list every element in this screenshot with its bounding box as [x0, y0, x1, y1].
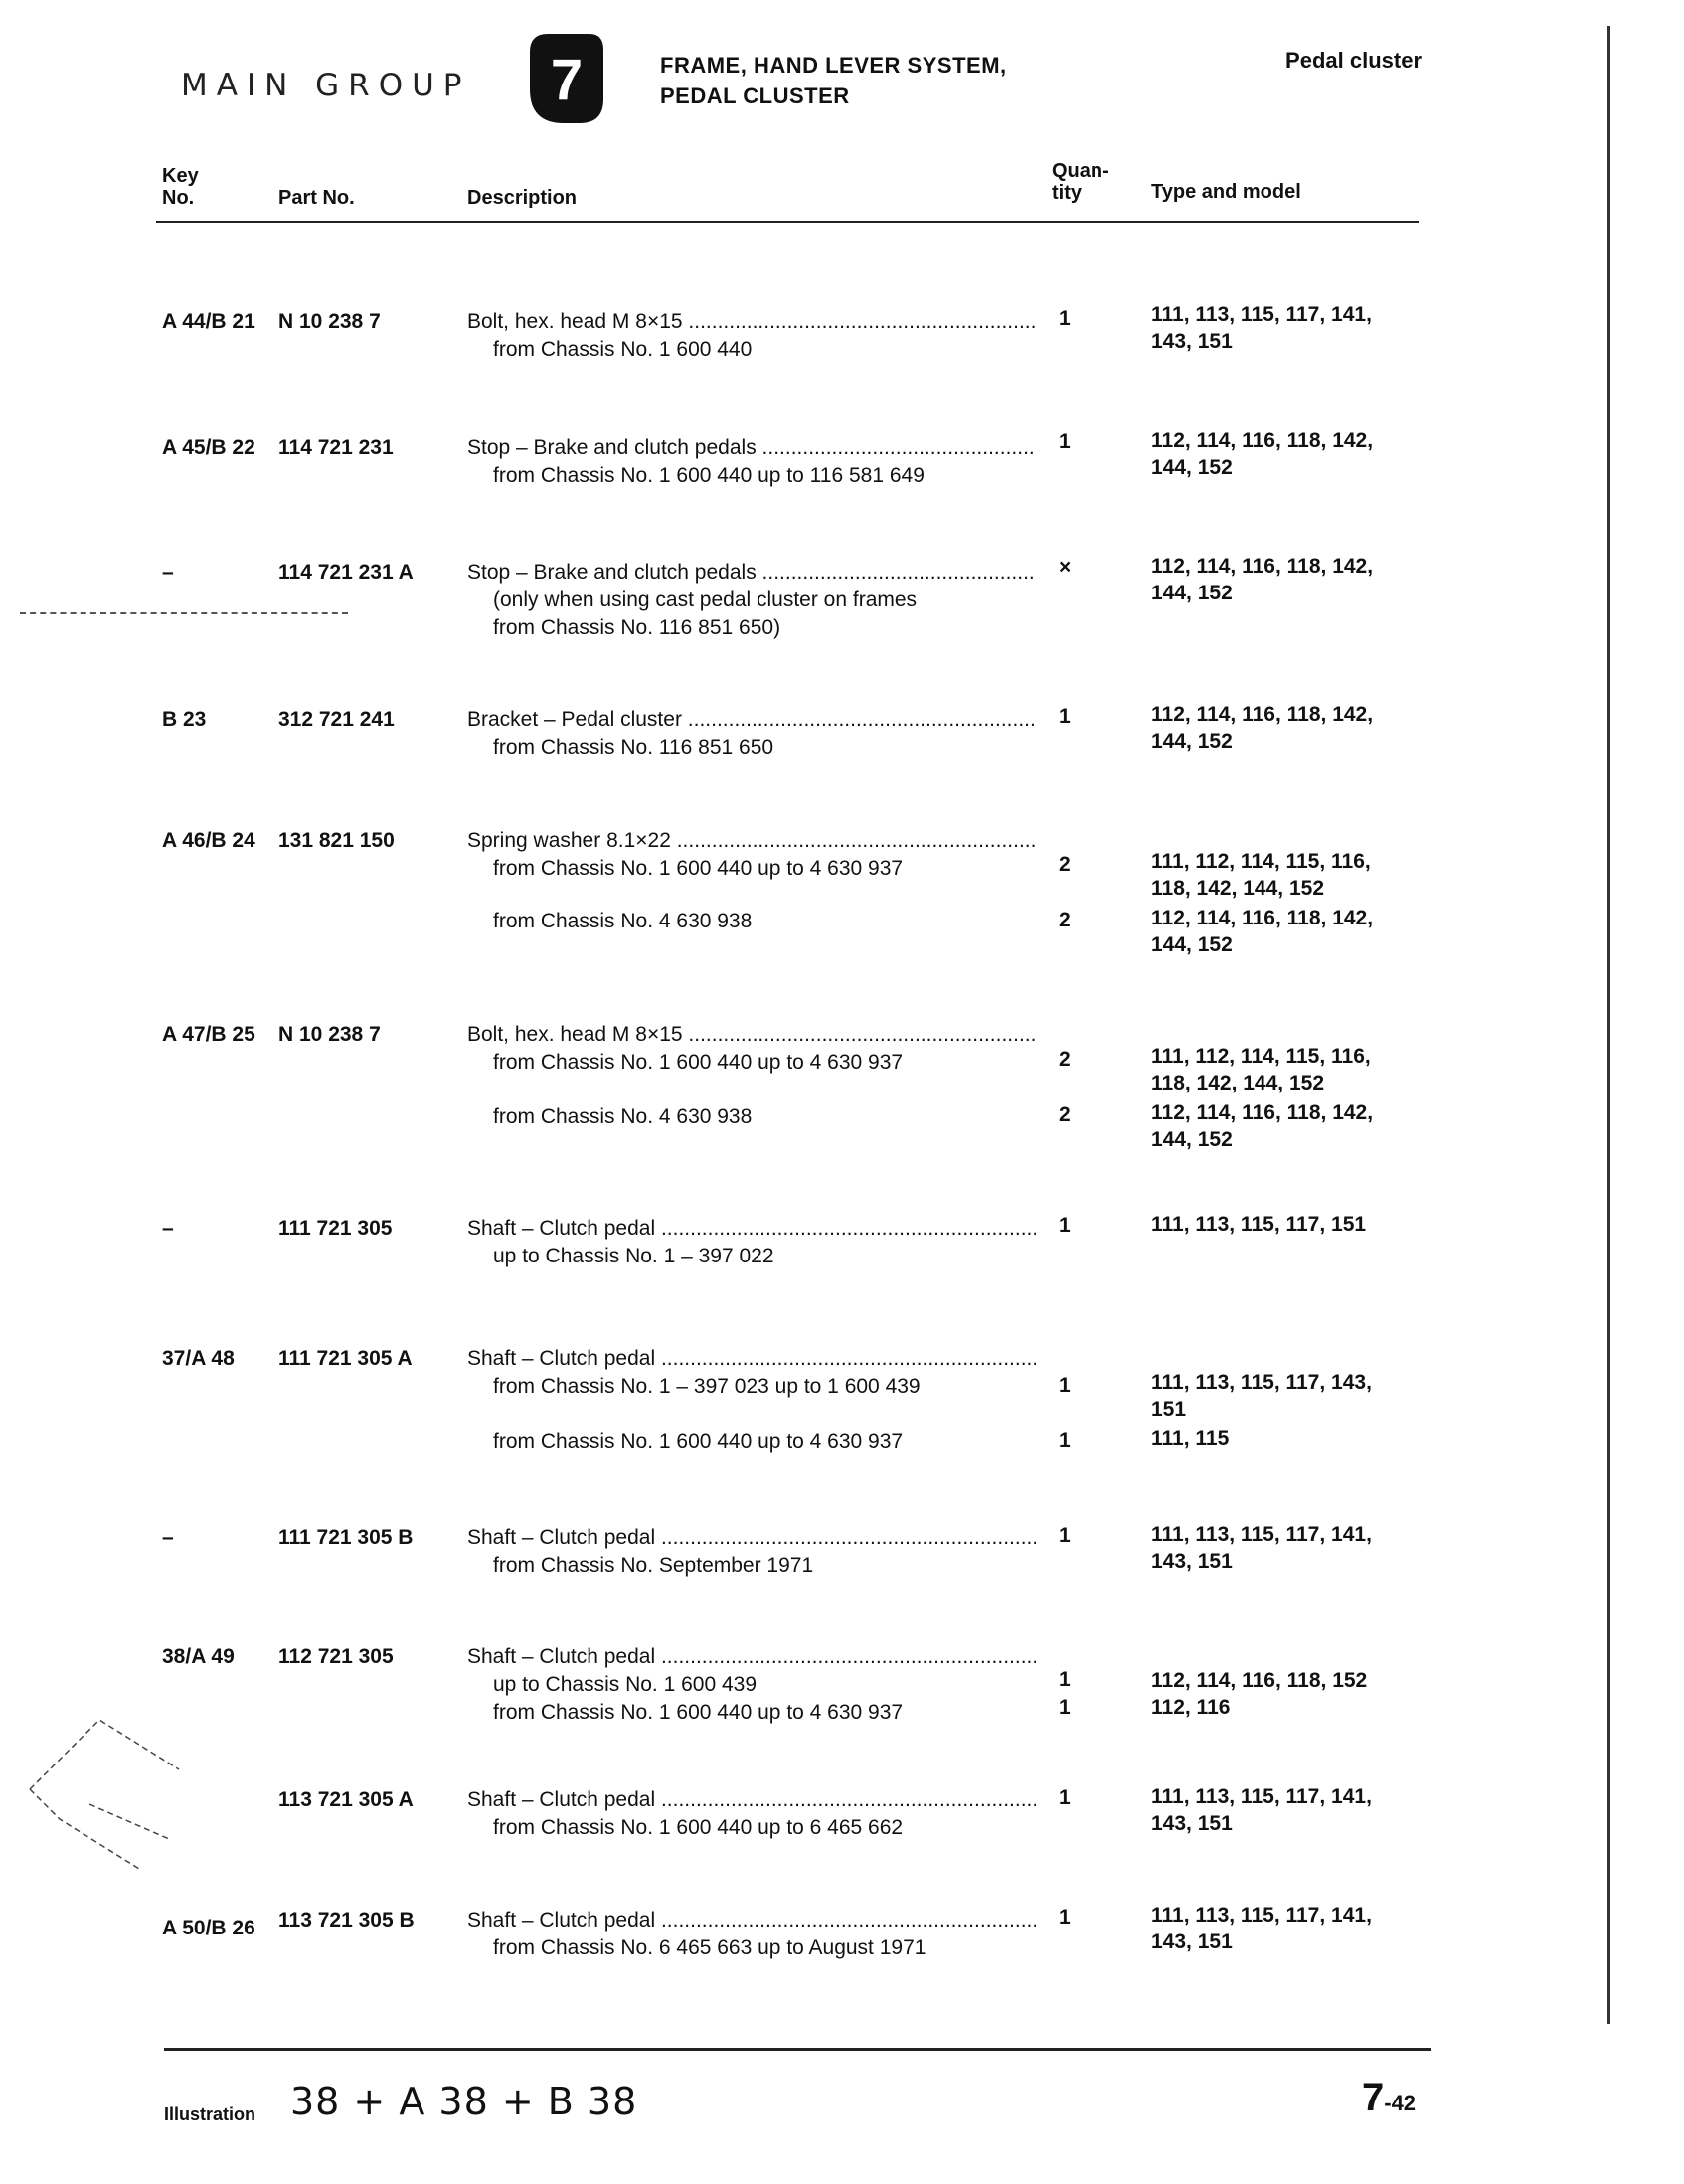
col-header-quantity [1052, 160, 1109, 204]
page-title-line-2: PEDAL CLUSTER [660, 84, 850, 108]
table-row-part: N 10 238 7 [278, 310, 381, 333]
type-line: 111, 115 [1151, 1428, 1230, 1450]
type-line: 111, 112, 114, 115, 116, [1151, 850, 1371, 873]
type-line: 112, 116 [1151, 1696, 1231, 1719]
table-row-key: – [162, 561, 174, 584]
col-header-key-line-2: No. [162, 187, 195, 209]
col-header-part: Part No. [278, 187, 355, 209]
table-row-type [1151, 427, 1420, 481]
table-row-part: N 10 238 7 [278, 1023, 381, 1046]
table-row-quantity: 1 [1059, 1524, 1071, 1547]
table-row-type [1151, 1211, 1420, 1238]
table-row-quantity: × [1059, 556, 1072, 579]
type-line: 111, 113, 115, 117, 141, [1151, 1785, 1372, 1808]
table-row-description [467, 1524, 1036, 1580]
type-line: 112, 114, 116, 118, 142, [1151, 555, 1374, 578]
description-sub: from Chassis No. 1 600 440 up to 116 581 649 [493, 464, 925, 487]
table-row-part: 114 721 231 [278, 436, 394, 459]
table-row-description [467, 559, 1036, 642]
description-main: Shaft – Clutch pedal ..... [467, 1907, 1036, 1934]
illustration-label: Illustration [164, 2104, 256, 2124]
type-line: 112, 114, 116, 118, 142, [1151, 907, 1374, 929]
table-row-type [1151, 1783, 1420, 1837]
table-row-description [467, 1643, 1036, 1727]
type-line: 111, 113, 115, 117, 141, [1151, 1523, 1372, 1546]
type-line: 144, 152 [1151, 456, 1233, 479]
description-sub: from Chassis No. 4 630 938 [493, 910, 753, 932]
table-row-description-variant [467, 1103, 1036, 1131]
table-row-quantity: 1 [1059, 1668, 1071, 1691]
table-row-description [467, 434, 1036, 490]
table-row-part: 111 721 305 [278, 1217, 393, 1240]
illustration-reference: 38 + A 38 + B 38 [290, 2080, 638, 2123]
table-row-description [467, 827, 1036, 883]
col-header-key [162, 165, 199, 209]
col-header-description: Description [467, 187, 578, 209]
type-line: 144, 152 [1151, 1128, 1233, 1151]
col-header-type: Type and model [1151, 181, 1301, 203]
header-rule [156, 221, 1419, 223]
type-line: 144, 152 [1151, 582, 1233, 604]
scan-dash-line [20, 612, 348, 615]
type-line: 112, 114, 116, 118, 152 [1151, 1669, 1368, 1692]
table-row-type [1151, 553, 1420, 606]
table-row-key: A 47/B 25 [162, 1023, 255, 1046]
description-sub: from Chassis No. 6 465 663 up to August 1971 [493, 1936, 926, 1959]
type-line: 118, 142, 144, 152 [1151, 877, 1324, 900]
page-number-main: 7 [1362, 2076, 1385, 2119]
table-row-type [1151, 905, 1420, 958]
type-line: 143, 151 [1151, 1812, 1233, 1835]
binding-line [1607, 26, 1610, 2024]
description-main: Shaft – Clutch pedal ..... [467, 1524, 1036, 1552]
table-row-key: B 23 [162, 708, 207, 731]
table-row-type [1151, 301, 1420, 355]
table-row-quantity: 2 [1059, 1103, 1071, 1126]
table-row-quantity: 1 [1059, 1374, 1071, 1397]
col-header-key-line-1: Key [162, 165, 199, 187]
table-row-type [1151, 1099, 1420, 1153]
scan-mark-graphic [20, 1710, 278, 1909]
description-sub: from Chassis No. 1 600 440 up to 4 630 937 [493, 1701, 904, 1724]
description-main: Bolt, hex. head M 8×15 ..... [467, 308, 1036, 336]
main-group-label: MAIN GROUP [181, 68, 471, 103]
page-number-sub: -42 [1384, 2091, 1417, 2115]
table-row-type [1151, 1369, 1420, 1423]
table-row-key: 38/A 49 [162, 1645, 235, 1668]
type-line: 144, 152 [1151, 933, 1233, 956]
section-title: Pedal cluster [1285, 48, 1422, 73]
description-main: Bolt, hex. head M 8×15 ..... [467, 1021, 1036, 1049]
description-sub: up to Chassis No. 1 600 439 [493, 1673, 758, 1696]
type-line: 111, 113, 115, 117, 141, [1151, 303, 1372, 326]
table-row-part: 113 721 305 B [278, 1909, 415, 1932]
table-row-type [1151, 1667, 1420, 1721]
table-row-quantity: 2 [1059, 1048, 1071, 1071]
table-row-key: 37/A 48 [162, 1347, 235, 1370]
group-number: 7 [550, 48, 584, 112]
type-line: 111, 113, 115, 117, 143, [1151, 1371, 1372, 1394]
table-row-description [467, 1907, 1036, 1962]
description-sub: (only when using cast pedal cluster on frames [493, 588, 918, 611]
table-row-quantity: 1 [1059, 1906, 1071, 1929]
table-row-description-variant [467, 1428, 1036, 1456]
table-row-type [1151, 1521, 1420, 1575]
table-row-description-variant [467, 908, 1036, 935]
page-title [660, 50, 1007, 111]
table-row-quantity: 2 [1059, 853, 1071, 876]
table-row-description [467, 1786, 1036, 1842]
table-row-quantity: 1 [1059, 1214, 1071, 1237]
table-row-quantity: 1 [1059, 307, 1071, 330]
table-row-quantity: 1 [1059, 1696, 1071, 1719]
table-row-key: A 46/B 24 [162, 829, 255, 852]
table-row-description [467, 706, 1036, 761]
table-row-type [1151, 701, 1420, 755]
type-line: 144, 152 [1151, 730, 1233, 753]
description-main: Shaft – Clutch pedal ..... [467, 1643, 1036, 1671]
table-row-part: 112 721 305 [278, 1645, 394, 1668]
col-header-quantity-line-2: tity [1052, 182, 1082, 204]
description-sub: from Chassis No. 116 851 650 [493, 736, 774, 758]
type-line: 112, 114, 116, 118, 142, [1151, 703, 1374, 726]
description-sub: from Chassis No. 1 600 440 up to 4 630 937 [493, 857, 904, 880]
table-row-type [1151, 1043, 1420, 1096]
description-main: Shaft – Clutch pedal ..... [467, 1345, 1036, 1373]
table-row-description [467, 1215, 1036, 1270]
description-sub: from Chassis No. 1 600 440 up to 4 630 937 [493, 1430, 904, 1453]
table-row-part: 312 721 241 [278, 708, 395, 731]
table-row-quantity: 1 [1059, 1429, 1071, 1452]
description-sub: from Chassis No. 116 851 650) [493, 616, 781, 639]
description-sub: up to Chassis No. 1 – 397 022 [493, 1245, 774, 1267]
table-row-key: A 45/B 22 [162, 436, 255, 459]
description-sub: from Chassis No. 4 630 938 [493, 1105, 753, 1128]
type-line: 111, 113, 115, 117, 141, [1151, 1904, 1372, 1927]
type-line: 143, 151 [1151, 1550, 1233, 1573]
description-sub: from Chassis No. 1 600 440 up to 6 465 662 [493, 1816, 904, 1839]
description-main: Spring washer 8.1×22 ..... [467, 827, 1036, 855]
col-header-quantity-line-1: Quan- [1052, 160, 1109, 182]
description-main: Stop – Brake and clutch pedals ..... [467, 434, 1036, 462]
description-sub: from Chassis No. 1 600 440 [493, 338, 753, 361]
type-line: 151 [1151, 1398, 1187, 1421]
type-line: 143, 151 [1151, 1931, 1233, 1953]
table-row-description [467, 1021, 1036, 1077]
table-row-type [1151, 848, 1420, 902]
type-line: 143, 151 [1151, 330, 1233, 353]
table-row-quantity: 1 [1059, 1786, 1071, 1809]
table-row-key: A 44/B 21 [162, 310, 255, 333]
table-row-quantity: 1 [1059, 430, 1071, 453]
description-sub: from Chassis No. 1 600 440 up to 4 630 937 [493, 1051, 904, 1074]
table-row-quantity: 2 [1059, 909, 1071, 931]
table-row-key: – [162, 1526, 174, 1549]
table-row-part: 114 721 231 A [278, 561, 414, 584]
type-line: 111, 113, 115, 117, 151 [1151, 1213, 1367, 1236]
table-row-key: – [162, 1217, 174, 1240]
type-line: 112, 114, 116, 118, 142, [1151, 1101, 1374, 1124]
page-number [1362, 2076, 1416, 2120]
type-line: 111, 112, 114, 115, 116, [1151, 1045, 1371, 1068]
table-row-type [1151, 1426, 1420, 1452]
description-main: Bracket – Pedal cluster ..... [467, 706, 1036, 734]
table-row-description [467, 308, 1036, 364]
description-sub: from Chassis No. September 1971 [493, 1554, 814, 1577]
table-row-key: A 50/B 26 [162, 1917, 255, 1939]
table-row-part: 113 721 305 A [278, 1788, 414, 1811]
description-main: Shaft – Clutch pedal ..... [467, 1215, 1036, 1243]
footer-rule [164, 2048, 1431, 2051]
table-row-quantity: 1 [1059, 705, 1071, 728]
type-line: 118, 142, 144, 152 [1151, 1072, 1324, 1094]
page-title-line-1: FRAME, HAND LEVER SYSTEM, [660, 53, 1007, 78]
table-row-part: 111 721 305 A [278, 1347, 413, 1370]
type-line: 112, 114, 116, 118, 142, [1151, 429, 1374, 452]
group-number-badge [524, 30, 606, 127]
table-row-type [1151, 1902, 1420, 1955]
table-row-part: 111 721 305 B [278, 1526, 414, 1549]
description-main: Shaft – Clutch pedal ..... [467, 1786, 1036, 1814]
table-row-part: 131 821 150 [278, 829, 395, 852]
table-row-description [467, 1345, 1036, 1401]
description-main: Stop – Brake and clutch pedals ..... [467, 559, 1036, 587]
description-sub: from Chassis No. 1 – 397 023 up to 1 600 439 [493, 1375, 921, 1398]
